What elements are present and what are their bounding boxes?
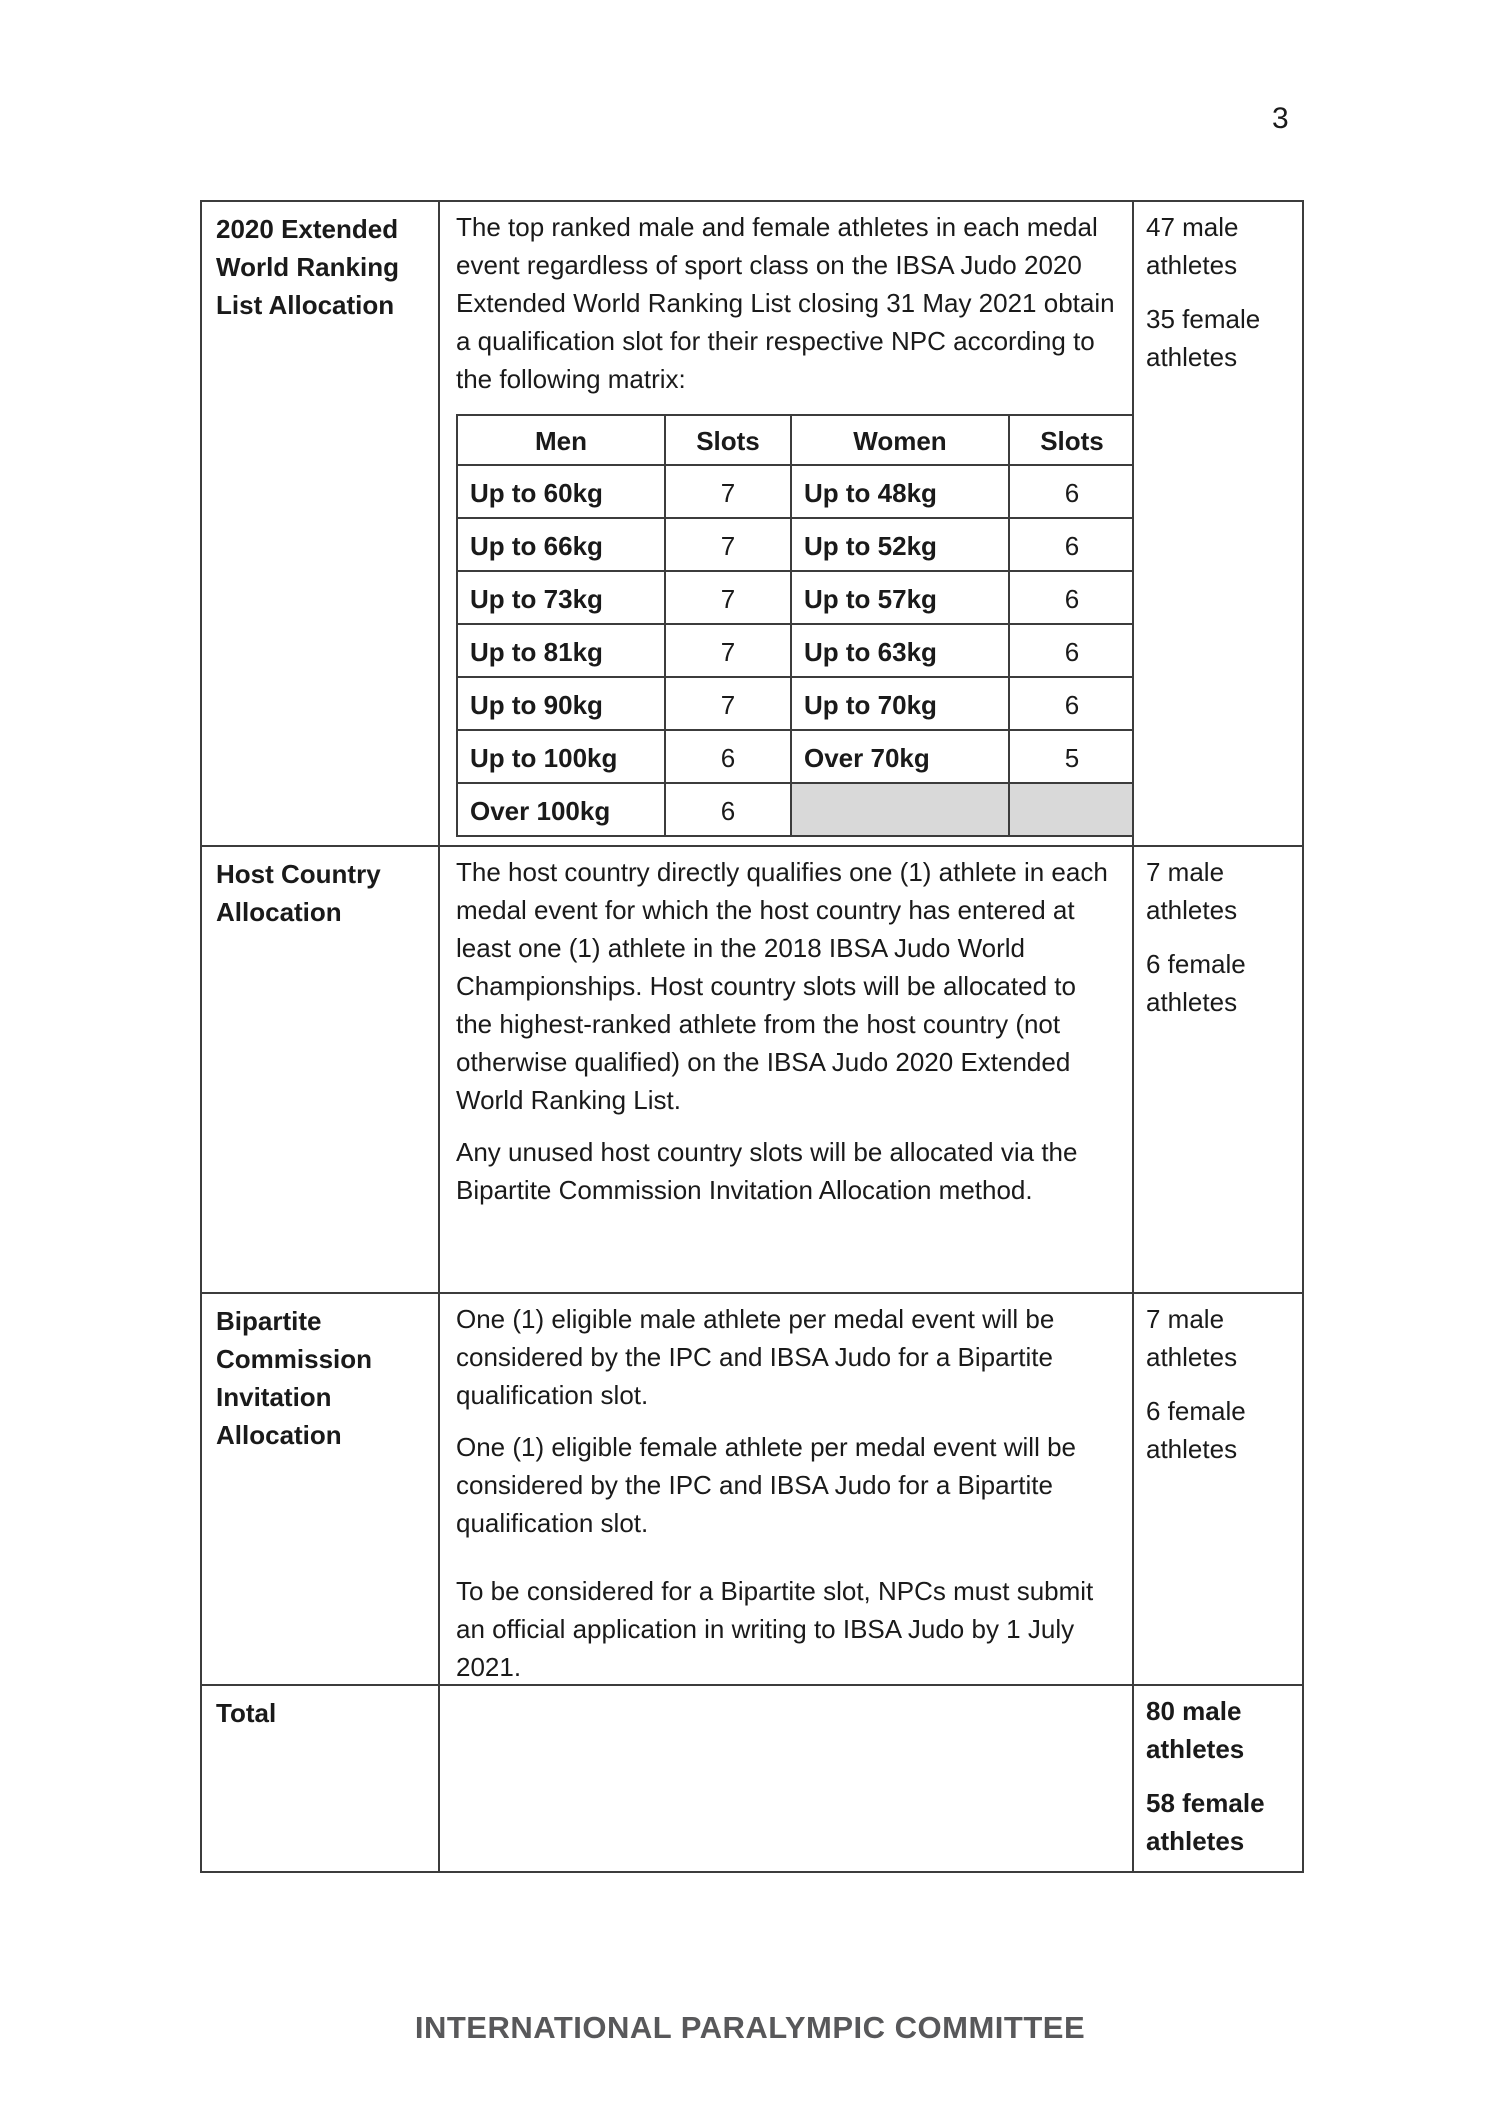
table-row-host-country xyxy=(202,845,1302,1292)
ranking-description: The top ranked male and female athletes in each medal event regardless of sport class on the IBSA Judo 2020 Extended World Ranking List closing 31 May 2021 obtain a qualification slot for their respective NPC according to the following matrix: xyxy=(456,212,1115,394)
matrix-cell-empty xyxy=(1009,783,1132,836)
bipartite-paragraph-1: One (1) eligible male athlete per medal event will be considered by the IPC and IBSA Judo for a Bipartite qualification slot. xyxy=(456,1304,1055,1410)
matrix-cell: 5 xyxy=(1009,730,1132,783)
row-slots-host-country xyxy=(1132,847,1302,1292)
bipartite-paragraph-3: To be considered for a Bipartite slot, NPCs must submit an official application in writing to IBSA Judo by 1 July 2021. xyxy=(456,1576,1094,1682)
female-athlete-total: 58 female athletes xyxy=(1146,1788,1265,1856)
bipartite-paragraph-2: One (1) eligible female athlete per medal event will be considered by the IPC and IBSA Judo for a Bipartite qualification slot. xyxy=(456,1432,1077,1538)
matrix-cell: Up to 60kg xyxy=(457,465,665,518)
matrix-cell: Up to 57kg xyxy=(791,571,1009,624)
row-slots-ranking xyxy=(1132,202,1302,845)
table-row-bipartite xyxy=(202,1292,1302,1684)
matrix-cell: Up to 81kg xyxy=(457,624,665,677)
row-label-bipartite: Bipartite Commission Invitation Allocation xyxy=(216,1306,373,1450)
matrix-cell: Up to 70kg xyxy=(791,677,1009,730)
female-athlete-count: 35 female athletes xyxy=(1146,304,1261,372)
footer-text: INTERNATIONAL PARALYMPIC COMMITTEE xyxy=(414,2010,1086,2045)
matrix-header-men: Men xyxy=(457,415,665,465)
matrix-cell: 7 xyxy=(665,624,791,677)
matrix-header-row xyxy=(457,415,1132,465)
matrix-row xyxy=(457,571,1132,624)
table-row-total xyxy=(202,1684,1302,1871)
row-label-total: Total xyxy=(216,1698,277,1728)
slots-matrix xyxy=(456,414,1132,837)
matrix-cell: 7 xyxy=(665,571,791,624)
matrix-row xyxy=(457,783,1132,836)
matrix-cell: 7 xyxy=(665,465,791,518)
matrix-cell: 7 xyxy=(665,677,791,730)
matrix-row xyxy=(457,677,1132,730)
matrix-cell: Up to 73kg xyxy=(457,571,665,624)
matrix-row xyxy=(457,730,1132,783)
row-label-host-country: Host Country Allocation xyxy=(216,859,381,927)
matrix-cell: Up to 90kg xyxy=(457,677,665,730)
matrix-cell: Up to 63kg xyxy=(791,624,1009,677)
matrix-header-women: Women xyxy=(791,415,1009,465)
matrix-cell: 6 xyxy=(665,730,791,783)
matrix-header-women-slots: Slots xyxy=(1009,415,1132,465)
matrix-header-men-slots: Slots xyxy=(665,415,791,465)
matrix-cell: Over 70kg xyxy=(791,730,1009,783)
row-slots-total xyxy=(1132,1686,1302,1871)
matrix-cell: Up to 52kg xyxy=(791,518,1009,571)
table-row-ranking-allocation xyxy=(202,202,1302,845)
matrix-cell: Over 100kg xyxy=(457,783,665,836)
host-country-paragraph-1: The host country directly qualifies one (1) athlete in each medal event for which the host country has entered at least one (1) athlete in the 2018 IBSA Judo World Championships. Host country slots will be allocated to the highest-ranked athlete from the host country (not otherwise qualified) on the IBSA Judo 2020 Extended World Ranking List. xyxy=(456,857,1108,1115)
matrix-cell: 7 xyxy=(665,518,791,571)
matrix-cell-empty xyxy=(791,783,1009,836)
row-label-ranking: 2020 Extended World Ranking List Allocation xyxy=(216,214,399,320)
female-athlete-count: 6 female athletes xyxy=(1146,949,1246,1017)
matrix-cell: 6 xyxy=(1009,571,1132,624)
row-body-total-empty xyxy=(438,1686,1132,1871)
row-body-host-country xyxy=(438,847,1132,1292)
matrix-row xyxy=(457,465,1132,518)
matrix-row xyxy=(457,624,1132,677)
matrix-cell: 6 xyxy=(1009,465,1132,518)
matrix-cell: 6 xyxy=(1009,624,1132,677)
row-body-bipartite xyxy=(438,1294,1132,1684)
matrix-cell: 6 xyxy=(665,783,791,836)
male-athlete-count: 47 male athletes xyxy=(1146,212,1239,280)
matrix-cell: Up to 100kg xyxy=(457,730,665,783)
female-athlete-count: 6 female athletes xyxy=(1146,1396,1246,1464)
matrix-body xyxy=(457,465,1132,836)
male-athlete-count: 7 male athletes xyxy=(1146,857,1238,925)
host-country-paragraph-2: Any unused host country slots will be allocated via the Bipartite Commission Invitation Allocation method. xyxy=(456,1137,1078,1205)
row-slots-bipartite xyxy=(1132,1294,1302,1684)
matrix-cell: Up to 66kg xyxy=(457,518,665,571)
row-body-ranking xyxy=(438,202,1132,845)
male-athlete-count: 7 male athletes xyxy=(1146,1304,1238,1372)
matrix-row xyxy=(457,518,1132,571)
matrix-cell: 6 xyxy=(1009,518,1132,571)
matrix-cell: 6 xyxy=(1009,677,1132,730)
male-athlete-total: 80 male athletes xyxy=(1146,1696,1245,1764)
matrix-cell: Up to 48kg xyxy=(791,465,1009,518)
page-number: 3 xyxy=(1272,102,1289,135)
allocation-table xyxy=(200,200,1304,1873)
